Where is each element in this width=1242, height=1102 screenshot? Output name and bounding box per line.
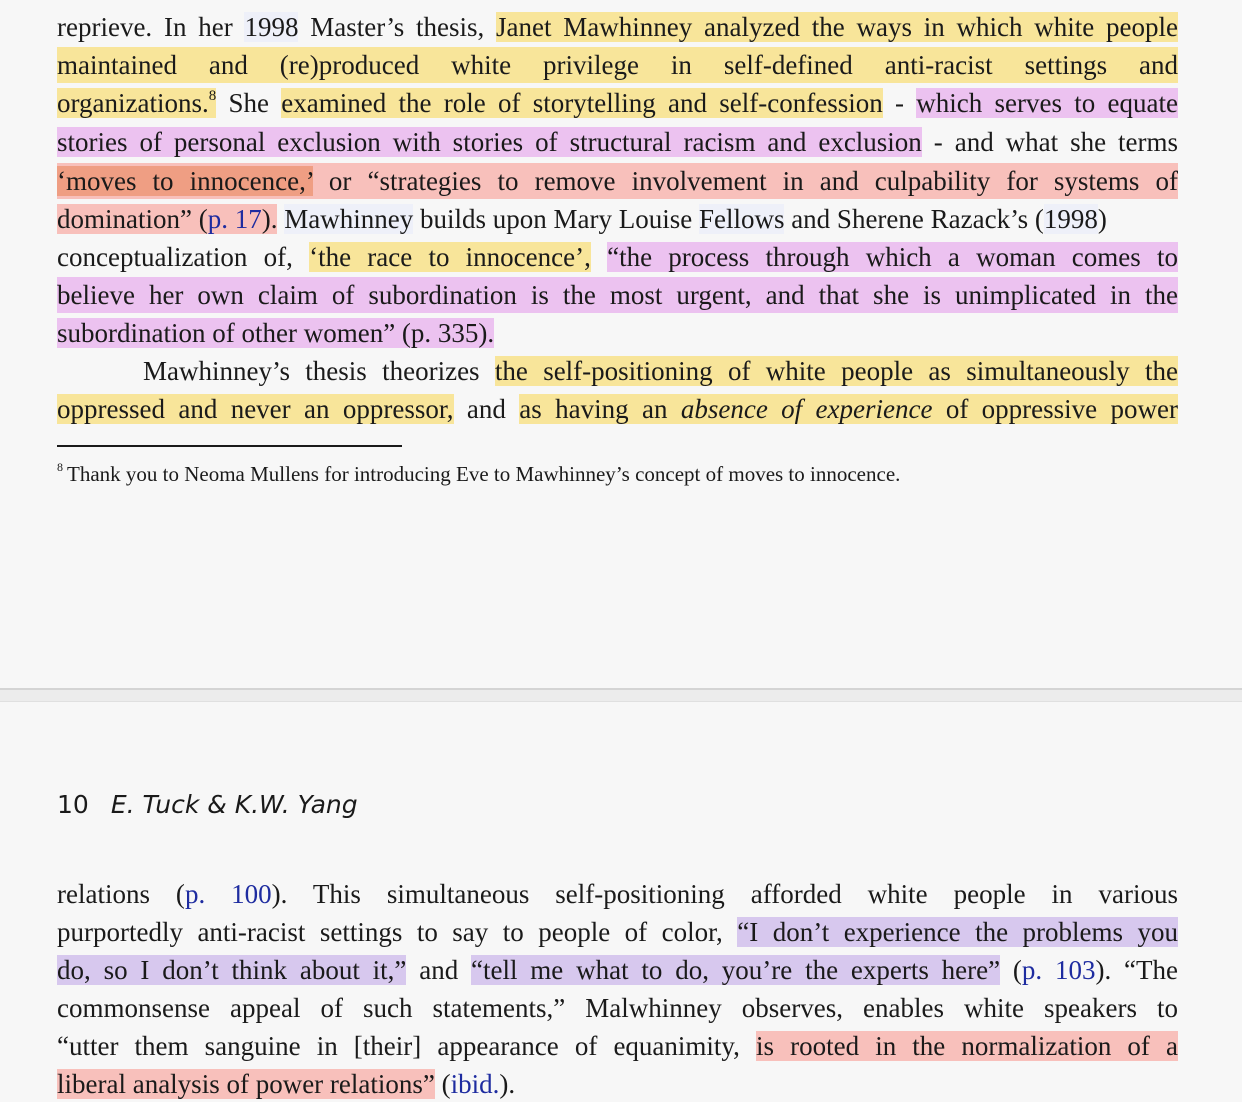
text-run: ) bbox=[1097, 204, 1107, 234]
running-head-authors: E. Tuck & K.W. Yang bbox=[110, 790, 358, 819]
text-run: Fellows bbox=[698, 204, 785, 234]
highlight-pink[interactable]: stories of personal exclusion with stories of structural racism and exclusion bbox=[57, 127, 922, 157]
highlight-red[interactable]: liberal analysis of power relations” bbox=[57, 1069, 435, 1099]
highlight-yellow[interactable]: oppressed and never an oppressor, bbox=[57, 394, 454, 424]
text-line-b4 bbox=[57, 990, 1178, 1026]
text-run: ). “The bbox=[1095, 955, 1179, 985]
text-run: - bbox=[882, 88, 917, 118]
text-line-7 bbox=[57, 239, 1178, 275]
page-link[interactable]: p. 100 bbox=[184, 879, 272, 909]
text-run: Mawhinney’s thesis theorizes bbox=[143, 356, 495, 386]
text-run: conceptualization of, bbox=[57, 242, 310, 272]
page-number: 10 bbox=[57, 790, 89, 819]
highlight-yellow[interactable] bbox=[57, 88, 216, 118]
highlight-yellow[interactable]: ‘the race to innocence’, bbox=[309, 242, 591, 272]
highlight-yellow[interactable]: Janet Mawhinney analyzed the ways in which white people bbox=[496, 12, 1178, 42]
page-link[interactable]: p. 103 bbox=[1021, 955, 1096, 985]
highlight-pink[interactable]: “the process through which a woman comes to bbox=[607, 242, 1178, 272]
footnote-separator bbox=[57, 445, 402, 447]
text-line-3 bbox=[57, 85, 1178, 121]
clipped-line-text bbox=[57, 0, 1178, 2]
footnote-text: Thank you to Neoma Mullens for introducing Eve to Mawhinney’s concept of moves to innocence. bbox=[67, 462, 901, 486]
document-page-bottom bbox=[0, 702, 1242, 1102]
text-line-b6 bbox=[57, 1066, 1178, 1102]
highlight-yellow[interactable]: maintained and (re)produced white privilege in self-defined anti-racist settings and bbox=[57, 50, 1178, 80]
footnote-number: 8 bbox=[57, 460, 63, 474]
page-link[interactable]: p. 17 bbox=[207, 204, 262, 234]
page-separator bbox=[0, 688, 1242, 702]
highlight-pink[interactable]: which serves to equate bbox=[916, 88, 1179, 118]
highlight-violet[interactable]: do, so I don’t think about it,” bbox=[57, 955, 407, 985]
text-run: commonsense appeal of such statements,” Malwhinney observes, enables white speakers to bbox=[57, 993, 1178, 1023]
text-line-b1 bbox=[57, 876, 1178, 912]
text-run: She bbox=[216, 88, 282, 118]
text-run: organizations. bbox=[57, 88, 209, 118]
text-run: 1998 bbox=[244, 12, 299, 42]
highlight-yellow[interactable] bbox=[519, 394, 1178, 424]
footnote bbox=[57, 460, 1178, 488]
text-run: ). This simultaneous self-positioning afforded white people in various bbox=[271, 879, 1179, 909]
text-run: relations ( bbox=[57, 879, 185, 909]
text-line-4 bbox=[57, 124, 1178, 160]
highlight-yellow[interactable]: examined the role of storytelling and self-confession bbox=[281, 88, 883, 118]
text-run: - and what she terms bbox=[921, 127, 1178, 157]
running-head bbox=[57, 790, 358, 819]
highlight-red[interactable]: or “strategies to remove involvement in and culpability for systems of bbox=[312, 166, 1178, 196]
text-run: and Sherene Razack’s ( bbox=[784, 204, 1044, 234]
highlight-pink[interactable]: subordination of other women” (p. 335). bbox=[57, 318, 495, 348]
text-run: domination” ( bbox=[57, 204, 208, 234]
highlight-orange[interactable]: ‘moves to innocence,’ bbox=[57, 166, 313, 196]
clipped-previous-line bbox=[57, 0, 1178, 2]
text-run: “utter them sanguine in [their] appearance of equanimity, bbox=[57, 1031, 757, 1061]
text-line-8 bbox=[57, 277, 1178, 313]
text-run: Master’s thesis, bbox=[298, 12, 497, 42]
text-run: builds upon Mary Louise bbox=[413, 204, 699, 234]
highlight-yellow[interactable]: the self-positioning of white people as simultaneously the bbox=[494, 356, 1178, 386]
text-line-10 bbox=[143, 353, 1178, 389]
italic-run: absence of experience bbox=[680, 394, 933, 424]
ibid-link[interactable]: ibid. bbox=[450, 1069, 500, 1099]
highlight-violet[interactable]: “tell me what to do, you’re the experts here” bbox=[471, 955, 1001, 985]
text-line-11 bbox=[57, 391, 1178, 427]
highlight-violet[interactable]: “I don’t experience the problems you bbox=[737, 917, 1178, 947]
highlight-pink[interactable]: believe her own claim of subordination is the most urgent, and that she is unimplicated in the bbox=[57, 280, 1178, 310]
text-line-2 bbox=[57, 47, 1178, 83]
text-run: and bbox=[406, 955, 472, 985]
text-line-1 bbox=[57, 9, 1178, 45]
text-run: ). bbox=[499, 1069, 516, 1099]
text-line-b3 bbox=[57, 952, 1178, 988]
text-run: as having an bbox=[519, 394, 681, 424]
text-run bbox=[591, 242, 607, 272]
text-run: reprieve. In her bbox=[57, 12, 245, 42]
text-run: purportedly anti-racist settings to say to people of color, bbox=[57, 917, 738, 947]
text-run: ( bbox=[1000, 955, 1022, 985]
text-line-6 bbox=[57, 201, 1178, 237]
text-run: Mawhinney bbox=[284, 204, 414, 234]
text-run: 1998 bbox=[1043, 204, 1098, 234]
text-line-b2 bbox=[57, 914, 1178, 950]
text-line-9 bbox=[57, 315, 1178, 351]
text-run: and bbox=[453, 394, 520, 424]
footnote-ref[interactable]: 8 bbox=[208, 88, 217, 104]
text-line-5 bbox=[57, 163, 1178, 199]
text-run: of oppressive power bbox=[932, 394, 1178, 424]
highlight-red[interactable] bbox=[57, 204, 277, 234]
text-run: ( bbox=[434, 1069, 451, 1099]
text-line-b5 bbox=[57, 1028, 1178, 1064]
text-run: ). bbox=[261, 204, 278, 234]
highlight-red[interactable]: is rooted in the normalization of a bbox=[756, 1031, 1178, 1061]
